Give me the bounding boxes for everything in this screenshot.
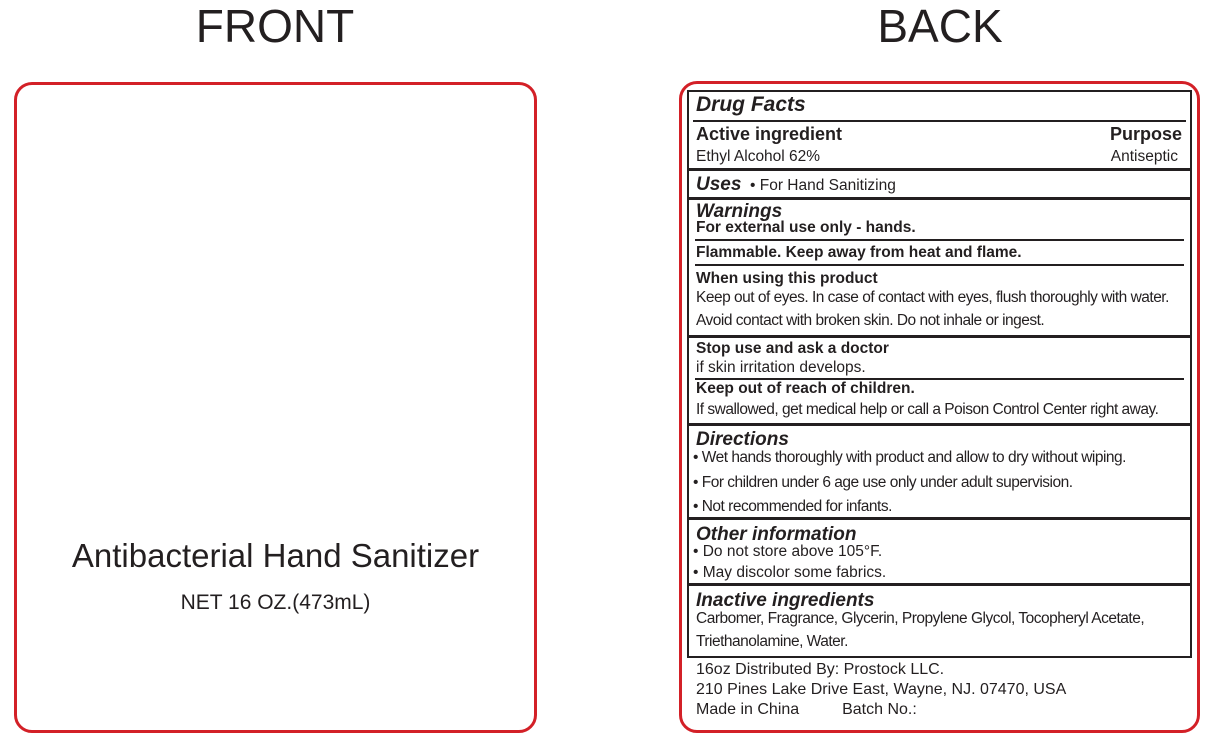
other-information-label: Other information	[696, 524, 857, 545]
active-ingredient-value: Ethyl Alcohol 62%	[696, 148, 821, 165]
external-use-warning: For external use only - hands.	[696, 219, 916, 236]
directions-item: • Wet hands thoroughly with product and allow to dry without wiping.	[693, 449, 1126, 466]
directions-item: • For children under 6 age use only under adult supervision.	[693, 474, 1073, 491]
section-divider	[689, 583, 1190, 586]
inactive-ingredients-text-1: Carbomer, Fragrance, Glycerin, Propylene Glycol, Tocopheryl Acetate,	[696, 610, 1145, 627]
front-label-panel	[14, 82, 537, 733]
section-divider	[689, 423, 1190, 426]
when-using-text-2: Avoid contact with broken skin. Do not inhale or ingest.	[696, 312, 1045, 329]
inactive-ingredients-text-2: Triethanolamine, Water.	[696, 633, 848, 650]
drug-facts-title: Drug Facts	[696, 93, 806, 116]
address: 210 Pines Lake Drive East, Wayne, NJ. 07470, USA	[696, 681, 1067, 698]
net-quantity: NET 16 OZ.(473mL)	[180, 591, 371, 614]
other-information-item: • Do not store above 105°F.	[693, 543, 883, 560]
when-using-label: When using this product	[696, 270, 878, 287]
divider	[695, 264, 1184, 266]
back-heading: BACK	[877, 0, 1003, 52]
purpose-value: Antiseptic	[1110, 148, 1178, 165]
section-divider	[689, 168, 1190, 171]
section-divider	[689, 197, 1190, 200]
batch-number: Batch No.:	[842, 701, 917, 718]
stop-use-text: if skin irritation develops.	[696, 359, 866, 376]
section-divider	[689, 517, 1190, 520]
other-information-item: • May discolor some fabrics.	[693, 564, 887, 581]
drug-facts-box	[687, 90, 1192, 658]
product-name: Antibacterial Hand Sanitizer	[71, 537, 480, 574]
keep-out-label: Keep out of reach of children.	[696, 380, 915, 397]
purpose-label: Purpose	[1109, 124, 1182, 144]
made-in: Made in China	[696, 701, 800, 718]
distributor-info	[696, 660, 1066, 720]
directions-item: • Not recommended for infants.	[693, 498, 892, 515]
uses-text: • For Hand Sanitizing	[750, 177, 896, 194]
distributed-by: 16oz Distributed By: Prostock LLC.	[696, 661, 945, 678]
stop-use-label: Stop use and ask a doctor	[696, 340, 889, 357]
inactive-ingredients-label: Inactive ingredients	[696, 590, 875, 611]
active-ingredient-label: Active ingredient	[696, 124, 843, 144]
section-divider	[689, 335, 1190, 338]
directions-label: Directions	[696, 429, 789, 450]
warnings-label: Warnings	[696, 201, 783, 222]
divider	[693, 120, 1186, 122]
keep-out-text: If swallowed, get medical help or call a Poison Control Center right away.	[696, 401, 1159, 418]
uses-label: Uses	[696, 174, 742, 195]
when-using-text-1: Keep out of eyes. In case of contact with eyes, flush thoroughly with water.	[696, 289, 1169, 306]
front-heading: FRONT	[195, 0, 355, 52]
flammable-warning: Flammable. Keep away from heat and flame.	[696, 244, 1022, 261]
divider	[695, 239, 1184, 241]
